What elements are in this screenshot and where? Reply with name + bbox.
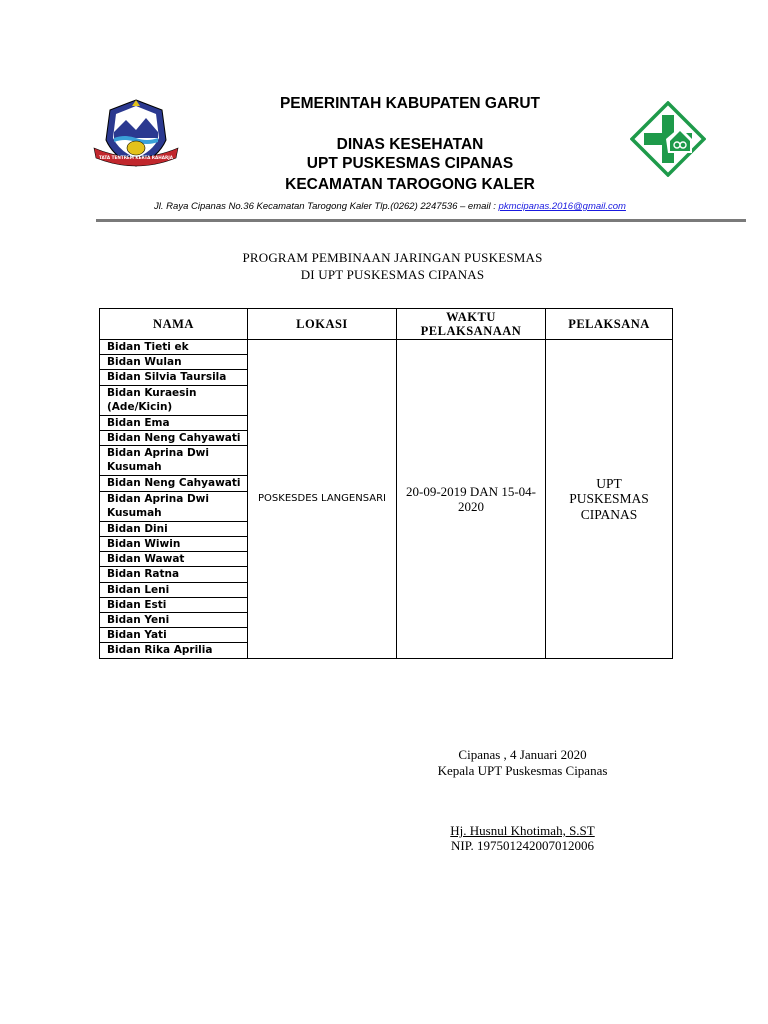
name-cell: Bidan Ratna — [100, 567, 248, 582]
header-divider — [96, 219, 746, 222]
name-cell: Bidan Yeni — [100, 613, 248, 628]
document-subtitle: DI UPT PUSKESMAS CIPANAS — [300, 267, 485, 282]
name-cell: Bidan Wiwin — [100, 536, 248, 551]
name-cell: Bidan Aprina Dwi Kusumah — [100, 446, 248, 476]
signature-name: Hj. Husnul Khotimah, S.ST — [450, 823, 595, 838]
header-government: PEMERINTAH KABUPATEN GARUT — [279, 95, 541, 112]
name-cell: Bidan Dini — [100, 521, 248, 536]
name-cell: Bidan Kuraesin (Ade/Kicin) — [100, 385, 248, 415]
table-header-row — [100, 309, 673, 340]
document-title: PROGRAM PEMBINAAN JARINGAN PUSKESMAS — [242, 250, 543, 265]
col-header-waktu: WAKTU PELAKSANAAN — [397, 309, 546, 340]
name-cell: Bidan Wawat — [100, 552, 248, 567]
name-cell: Bidan Rika Aprilia — [100, 643, 248, 658]
col-header-pelaksana: PELAKSANA — [546, 309, 673, 340]
name-cell: Bidan Leni — [100, 582, 248, 597]
header-district: KECAMATAN TAROGONG KALER — [285, 176, 535, 193]
email-link[interactable]: pkmcipanas.2016@gmail.com — [498, 201, 626, 212]
name-cell: Bidan Neng Cahyawati — [100, 476, 248, 491]
col-header-nama: NAMA — [100, 309, 248, 340]
name-cell: Bidan Yati — [100, 628, 248, 643]
name-cell: Bidan Esti — [100, 597, 248, 612]
name-cell: Bidan Ema — [100, 415, 248, 430]
signature-place-date: Cipanas , 4 Januari 2020 — [458, 747, 587, 762]
puskesmas-logo — [630, 101, 706, 177]
col-header-lokasi: LOKASI — [248, 309, 397, 340]
program-table — [99, 308, 673, 659]
name-cell: Bidan Aprina Dwi Kusumah — [100, 491, 248, 521]
emblem-motto: TATA TENTREM KERTA RAHARJA — [98, 155, 174, 160]
pelaksana-cell: UPT PUSKESMAS CIPANAS — [546, 340, 673, 659]
garut-emblem-logo — [92, 96, 180, 172]
header-department: DINAS KESEHATAN — [336, 136, 484, 153]
name-cell: Bidan Silvia Taursila — [100, 370, 248, 385]
header-unit: UPT PUSKESMAS CIPANAS — [306, 155, 514, 172]
signature-position: Kepala UPT Puskesmas Cipanas — [437, 763, 608, 778]
signature-nip: NIP. 197501242007012006 — [450, 838, 594, 853]
address-text: Jl. Raya Cipanas No.36 Kecamatan Tarogong Kaler Tlp.(0262) 2247536 – email : — [154, 201, 499, 212]
table-row — [100, 340, 673, 355]
lokasi-cell: POSKESDES LANGENSARI — [248, 340, 397, 659]
name-cell: Bidan Wulan — [100, 355, 248, 370]
name-cell: Bidan Tieti ek — [100, 340, 248, 355]
name-cell: Bidan Neng Cahyawati — [100, 431, 248, 446]
address-line — [95, 201, 685, 212]
waktu-cell: 20-09-2019 DAN 15-04-2020 — [397, 340, 546, 659]
